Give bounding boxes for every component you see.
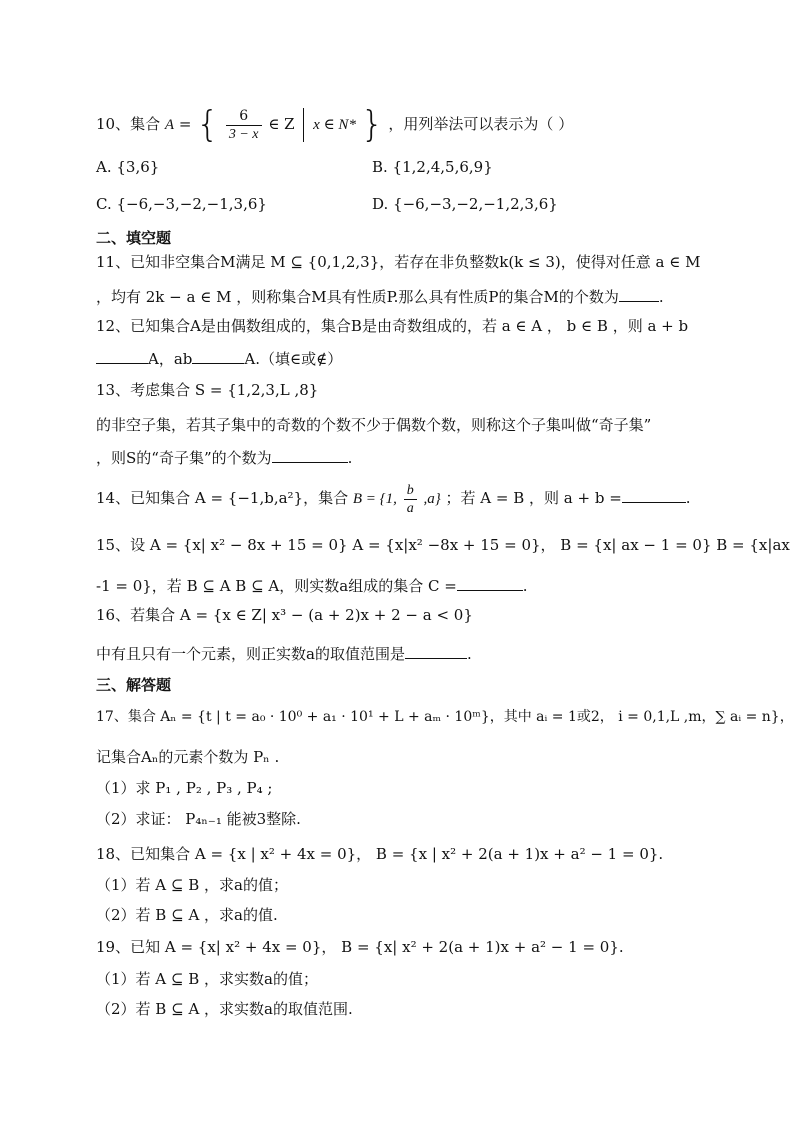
q12-blank-1 [96, 347, 148, 364]
question-18-part2: （2）若 B ⊆ A ，求a的值. [96, 906, 278, 924]
question-16-line1: 16、若集合 A = {x ∈ Z| x³ − (a + 2)x + 2 − a < 0} [96, 606, 473, 624]
question-13-line3: ，则S的“奇子集”的个数为 . [96, 446, 352, 468]
question-19-part1: （1）若 A ⊆ B ，求实数a的值； [96, 970, 318, 988]
q10-set-lhs: A [164, 117, 175, 133]
q11-answer-blank [619, 285, 659, 302]
q10-frac-num: 6 [239, 107, 249, 124]
q10-option-d: D. {−6,−3,−2,−1,2,3,6} [372, 195, 558, 213]
question-15-line2: -1 = 0}，若 B ⊆ A B ⊆ A，则实数a组成的集合 C = . [96, 574, 528, 596]
q10-option-c: C. {−6,−3,−2,−1,3,6} [96, 195, 267, 213]
question-18-part1: （1）若 A ⊆ B ，求a的值； [96, 876, 288, 894]
q10-tail: ，用列举法可以表示为（ ） [388, 115, 574, 133]
q10-number: 10、集合 [96, 115, 161, 133]
q12-blank-2 [192, 347, 244, 364]
question-13-line2: 的非空子集，若其子集中的奇数的个数不少于偶数个数，则称这个子集叫做“奇子集” [96, 416, 652, 434]
q10-frac-den: 3 − x [226, 125, 262, 143]
q10-fraction [226, 108, 262, 143]
q14-setb-pre: B = {1, [352, 491, 397, 507]
question-12-line1: 12、已知集合A是由偶数组成的，集合B是由奇数组成的，若 a ∈ A ， b ∈ B ，则 a + b [96, 317, 689, 335]
q10-in-z: ∈ Z [268, 115, 295, 133]
question-17-line1: 17、集合 Aₙ = {t | t = a₀ · 10⁰ + a₁ · 10¹ + L + aₘ · 10ᵐ}，其中 aᵢ = 1或2， i = 0,1,L ,m，∑ aᵢ = n}， [96, 709, 794, 725]
question-11-line2: ，均有 2k − a ∈ M ，则称集合M具有性质P.那么具有性质P的集合M的个数为 . [96, 285, 664, 307]
question-19-part2: （2）若 B ⊆ A ，求实数a的取值范围. [96, 1000, 353, 1018]
q13-text: ，则S的“奇子集”的个数为 [96, 449, 272, 467]
question-17-part1: （1）求 P₁ , P₂ , P₃ , P₄ ; [96, 779, 273, 797]
q10-condition: x ∈ N* [313, 117, 356, 133]
question-19-line1: 19、已知 A = {x| x² + 4x = 0}， B = {x| x² + 2(a + 1)x + a² − 1 = 0}. [96, 938, 624, 956]
q14-frac-num: b [406, 482, 414, 498]
question-10: 10、集合 A = { $\frac{6}{3 - x}$ ∈ Z x ∈ N* } ，用列举法可以表示为（ ） [96, 104, 574, 145]
question-16-line2: 中有且只有一个元素，则正实数a的取值范围是 . [96, 642, 472, 664]
q14-pre: 14、已知集合 A = {−1,b,a²}，集合 [96, 489, 349, 507]
q15-text: -1 = 0}，若 B ⊆ A B ⊆ A，则实数a组成的集合 C = [96, 577, 457, 595]
q14-fraction [404, 482, 417, 517]
question-13-line1: 13、考虑集合 S = {1,2,3,L ,8} [96, 381, 319, 399]
q13-answer-blank [272, 446, 348, 463]
question-11-line1: 11、已知非空集合M满足 M ⊆ {0,1,2,3}，若存在非负整数k(k ≤ 3)，使得对任意 a ∈ M [96, 253, 701, 271]
q10-option-b: B. {1,2,4,5,6,9} [372, 158, 493, 176]
q10-option-a: A. {3,6} [96, 158, 160, 176]
q12-text-b: A.（填∈或∉） [244, 350, 343, 368]
question-15-line1: 15、设 A = {x| x² − 8x + 15 = 0} A = {x|x² −8x + 15 = 0}， B = {x| ax − 1 = 0} B = {x|ax [96, 536, 790, 554]
question-17-line2: 记集合Aₙ的元素个数为 Pₙ . [96, 748, 280, 766]
q15-answer-blank [457, 574, 523, 591]
section-heading-fill-blank: 二、填空题 [96, 229, 172, 247]
q12-text-a: A，ab [148, 350, 193, 368]
question-18-line1: 18、已知集合 A = {x | x² + 4x = 0}， B = {x | x² + 2(a + 1)x + a² − 1 = 0}. [96, 845, 664, 863]
q14-post: ；若 A = B ，则 a + b = [445, 489, 622, 507]
section-heading-solve: 三、解答题 [96, 676, 172, 694]
question-17-part2: （2）求证： P₄ₙ₋₁ 能被3整除. [96, 810, 301, 828]
question-12-line2 [96, 347, 342, 369]
q11-text: ，均有 2k − a ∈ M ，则称集合M具有性质P.那么具有性质P的集合M的个数为 [96, 288, 619, 306]
q16-text: 中有且只有一个元素，则正实数a的取值范围是 [96, 645, 405, 663]
q16-answer-blank [405, 642, 467, 659]
question-14: 14、已知集合 A = {−1,b,a²}，集合 B = {1, $\frac{b}{a}$ ,a} ；若 A = B ，则 a + b = . [96, 482, 691, 516]
q14-answer-blank [622, 486, 686, 503]
q14-frac-den: a [404, 499, 417, 517]
q14-setb-post: ,a} [423, 491, 441, 507]
